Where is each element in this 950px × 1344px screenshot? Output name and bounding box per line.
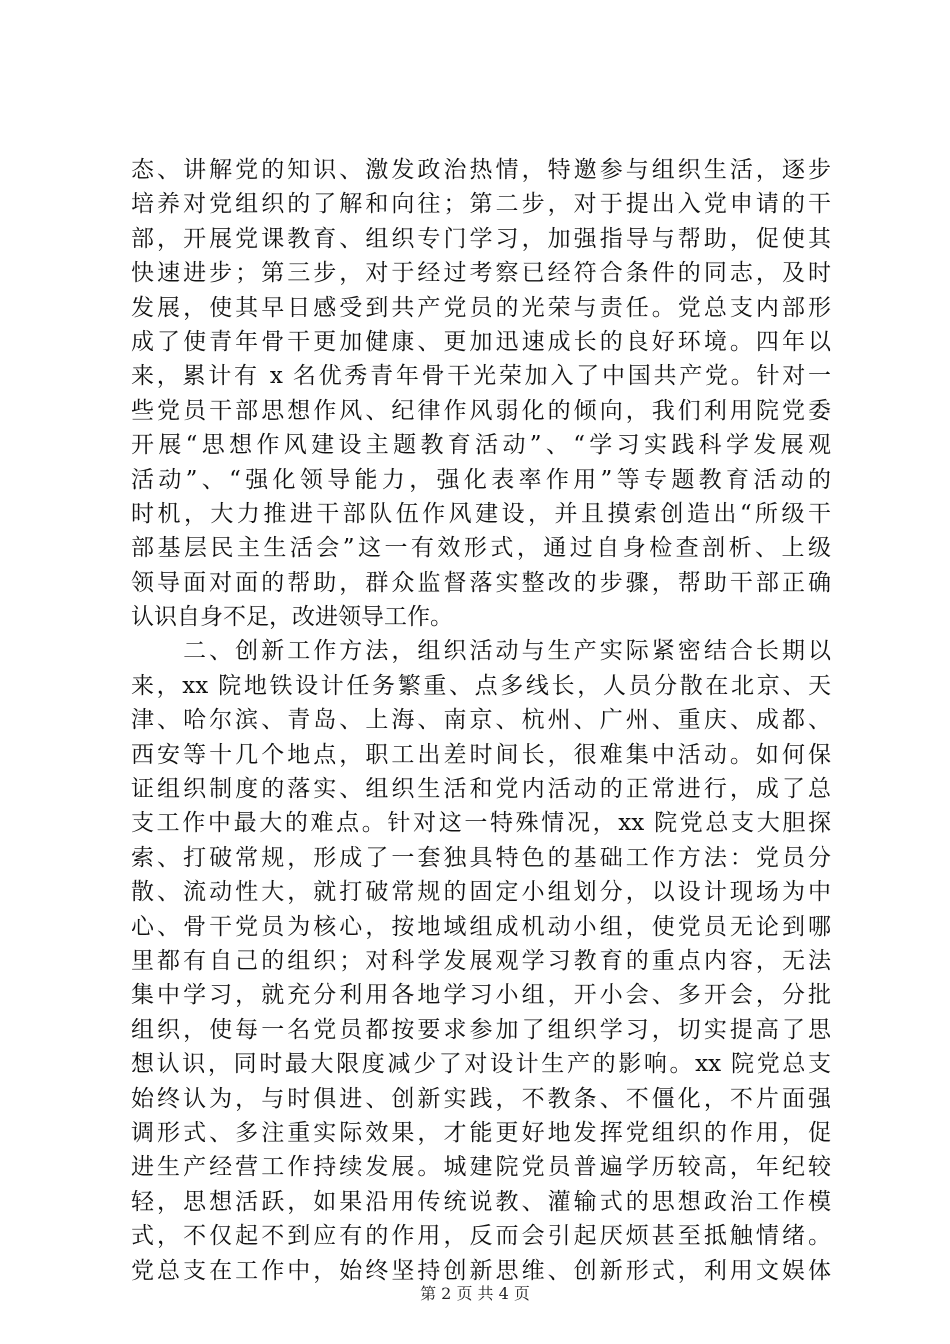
text-line: 想认识，同时最大限度减少了对设计生产的影响。xx 院党总支: [131, 1051, 831, 1078]
text-line: 态、讲解党的知识、激发政治热情，特邀参与组织生活，逐步: [131, 157, 831, 183]
text-line: 始终认为，与时俱进、创新实践，不教条、不僵化，不片面强: [131, 1085, 831, 1112]
text-line: 式，不仅起不到应有的作用，反而会引起厌烦甚至抵触情绪。: [131, 1223, 831, 1250]
text-line: 证组织制度的落实、组织生活和党内活动的正常进行，成了总: [131, 776, 831, 803]
text-line: 快速进步；第三步，对于经过考察已经符合条件的同志，及时: [131, 260, 831, 287]
text-line: 开展“思想作风建设主题教育活动”、“学习实践科学发展观: [131, 432, 831, 459]
text-line: 散、流动性大，就打破常规的固定小组划分，以设计现场为中: [131, 879, 831, 906]
text-line: 组织，使每一名党员都按要求参加了组织学习，切实提高了思: [131, 1016, 831, 1043]
text-line: 党总支在工作中，始终坚持创新思维、创新形式，利用文娱体: [131, 1257, 831, 1284]
text-line: 认识自身不足，改进领导工作。: [131, 604, 453, 631]
text-line: 集中学习，就充分利用各地学习小组，开小会、多开会，分批: [131, 982, 831, 1009]
text-line: 里都有自己的组织；对科学发展观学习教育的重点内容，无法: [131, 947, 831, 974]
text-line: 来，xx 院地铁设计任务繁重、点多线长，人员分散在北京、天: [131, 672, 831, 699]
text-line: 西安等十几个地点，职工出差时间长，很难集中活动。如何保: [131, 741, 831, 768]
text-line: 些党员干部思想作风、纪律作风弱化的倾向，我们利用院党委: [131, 397, 831, 424]
page-footer: 第 2 页 共 4 页: [420, 1284, 530, 1303]
text-line: 轻，思想活跃，如果沿用传统说教、灌输式的思想政治工作模: [131, 1188, 831, 1215]
text-line: 部，开展党课教育、组织专门学习，加强指导与帮助，促使其: [131, 225, 831, 252]
text-line: 二、创新工作方法，组织活动与生产实际紧密结合长期以: [131, 638, 831, 665]
text-line: 索、打破常规，形成了一套独具特色的基础工作方法：党员分: [131, 844, 831, 871]
text-line: 来，累计有 x 名优秀青年骨干光荣加入了中国共产党。针对一: [131, 363, 831, 390]
text-line: 进生产经营工作持续发展。城建院党员普遍学历较高，年纪较: [131, 1154, 831, 1181]
text-line: 支工作中最大的难点。针对这一特殊情况，xx 院党总支大胆探: [131, 810, 831, 837]
text-line: 津、哈尔滨、青岛、上海、南京、杭州、广州、重庆、成都、: [131, 707, 831, 734]
text-line: 时机，大力推进干部队伍作风建设，并且摸索创造出“所级干: [131, 500, 831, 527]
text-line: 活动”、“强化领导能力，强化表率作用”等专题教育活动的: [131, 466, 831, 493]
text-line: 发展，使其早日感受到共产党员的光荣与责任。党总支内部形: [131, 294, 831, 321]
text-line: 成了使青年骨干更加健康、更加迅速成长的良好环境。四年以: [131, 328, 831, 355]
text-line: 部基层民主生活会”这一有效形式，通过自身检查剖析、上级: [131, 535, 831, 562]
text-line: 领导面对面的帮助，群众监督落实整改的步骤，帮助干部正确: [131, 569, 831, 596]
text-line: 心、骨干党员为核心，按地域组成机动小组，使党员无论到哪: [131, 913, 831, 940]
body-text: [131, 153, 831, 1288]
text-line: 调形式、多注重实际效果，才能更好地发挥党组织的作用，促: [131, 1119, 831, 1146]
text-line: 培养对党组织的了解和向往；第二步，对于提出入党申请的干: [131, 191, 831, 218]
